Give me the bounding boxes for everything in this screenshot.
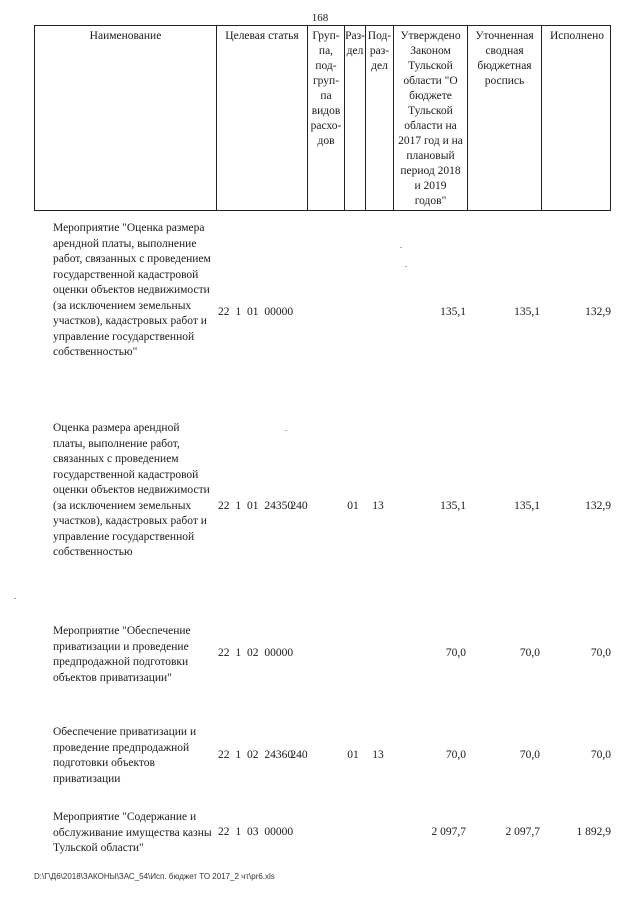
row-revised: 135,1 [514,306,540,318]
scan-speck [405,266,407,267]
row-target-code: 22 1 01 24350 [218,500,294,512]
page-number: 168 [311,12,329,24]
row-section: 01 [347,500,359,512]
row-subsection: 13 [372,500,384,512]
table-row-name: Мероприятие "Обеспечение приватизации и проведение предпродажной подготовки объектов приватизации" [53,625,191,684]
row-target-code: 22 1 01 00000 [218,306,294,318]
header-target-article: Целевая статья [217,26,308,210]
row-target-code: 22 1 03 00000 [218,826,294,838]
scan-speck [400,247,402,248]
row-approved: 70,0 [445,749,466,761]
file-path-footer: D:\Г\Д6\2018\ЗАКОНЫ\ЗАС_54\Исп. бюджет ТО 2017_2 чт\pr6.xls [34,872,275,881]
row-expense-group: 240 [290,500,308,512]
header-name: Наименование [35,26,217,210]
table-row-name: Обеспечение приватизации и проведение предпродажной подготовки объектов приватизации [53,726,197,785]
row-target-code: 22 1 02 24360 [218,749,294,761]
row-revised: 70,0 [519,647,540,659]
header-approved: Утверждено Законом Тульской области "О бюджете Тульской области на 2017 год и на плановый период 2018 и 2019 годов" [394,26,468,210]
row-section: 01 [347,749,359,761]
row-executed: 132,9 [585,500,611,512]
header-section: Раз- дел [345,26,366,210]
row-approved: 135,1 [440,500,466,512]
table-row-name: Оценка размера арендной платы, выполнение работ, связанных с проведением государственной кадастровой оценки объектов недвижимости (за исключением земельных участков), кадастровых работ и управление государственной собственностью [53,422,210,558]
row-expense-group: 240 [290,749,308,761]
row-revised: 2 097,7 [505,826,540,838]
row-executed: 70,0 [590,647,611,659]
header-executed: Исполнено [549,30,605,42]
header-revised-budget: Уточненная сводная бюджетная роспись [468,26,542,210]
scan-speck [14,598,16,599]
row-approved: 135,1 [440,306,466,318]
header-subsection: Под- раз- дел [366,26,394,210]
row-target-code: 22 1 02 00000 [218,647,294,659]
row-executed: 132,9 [585,306,611,318]
row-subsection: 13 [372,749,384,761]
table-header [34,25,611,211]
header-expense-group: Груп- па, под- груп- па видов расхо- дов [308,26,345,210]
row-approved: 2 097,7 [431,826,466,838]
table-row-name: Мероприятие "Содержание и обслуживание имущества казны Тульской области" [53,811,212,854]
row-revised: 135,1 [514,500,540,512]
row-executed: 70,0 [590,749,611,761]
table-row-name: Мероприятие "Оценка размера арендной платы, выполнение работ, связанных с проведением государственной кадастровой оценки объектов недвижимости (за исключением земельных участков), кадастровых работ и управление государственной собственностью" [53,222,211,358]
scan-speck [285,430,287,431]
row-executed: 1 892,9 [576,826,611,838]
row-revised: 70,0 [519,749,540,761]
row-approved: 70,0 [445,647,466,659]
